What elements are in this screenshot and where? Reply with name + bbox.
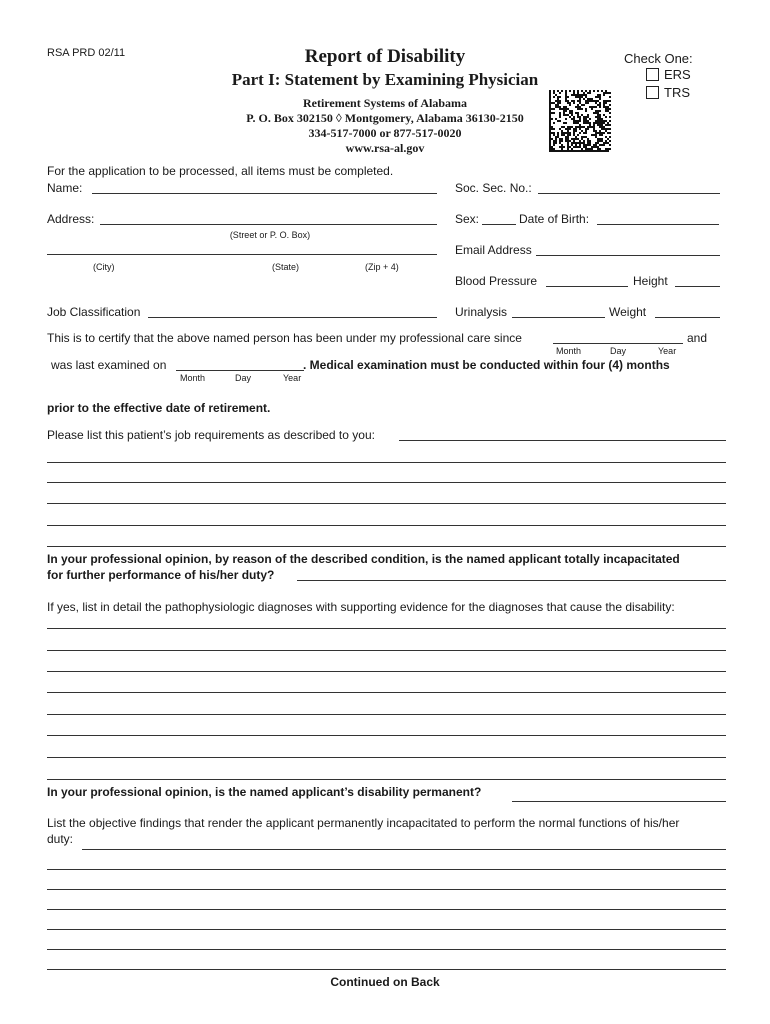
state-hint: (State) bbox=[272, 262, 300, 272]
diagnoses-line[interactable] bbox=[47, 779, 726, 780]
care-day-hint: Day bbox=[610, 346, 627, 356]
email-label: Email Address bbox=[455, 243, 532, 257]
sex-label: Sex: bbox=[455, 212, 480, 226]
ers-checkbox[interactable] bbox=[646, 68, 659, 81]
permanent-question: In your professional opinion, is the named applicant’s disability permanent? bbox=[47, 785, 482, 799]
sex-field[interactable] bbox=[482, 224, 516, 225]
org-name: Retirement Systems of Alabama bbox=[302, 96, 468, 110]
incapacitated-question: In your professional opinion, by reason of the described condition, is the named applicant totally incapacitated bbox=[47, 552, 680, 566]
urinalysis-field[interactable] bbox=[512, 317, 605, 318]
barcode-image bbox=[549, 90, 611, 152]
objective-findings-line[interactable] bbox=[47, 969, 726, 970]
weight-label: Weight bbox=[609, 305, 647, 319]
street-hint: (Street or P. O. Box) bbox=[229, 230, 311, 240]
org-address: P. O. Box 302150 ◊ Montgomery, Alabama 36130-2150 bbox=[246, 111, 524, 125]
zip-hint: (Zip + 4) bbox=[365, 262, 399, 272]
ers-label: ERS bbox=[664, 67, 691, 82]
continued-note: Continued on Back bbox=[330, 975, 440, 989]
diagnoses-line[interactable] bbox=[47, 628, 726, 629]
objective-findings-label: List the objective findings that render the applicant permanently incapacitated to perform the normal functions of his/her bbox=[47, 816, 680, 830]
bp-field[interactable] bbox=[546, 286, 628, 287]
job-requirements-line[interactable] bbox=[47, 462, 726, 463]
trs-checkbox[interactable] bbox=[646, 86, 659, 99]
incapacitated-question-2: for further performance of his/her duty? bbox=[47, 568, 275, 582]
job-requirements-field[interactable] bbox=[399, 440, 726, 441]
objective-findings-line[interactable] bbox=[47, 869, 726, 870]
care-month-hint: Month bbox=[556, 346, 582, 356]
ssn-field[interactable] bbox=[538, 193, 720, 194]
org-web: www.rsa-al.gov bbox=[345, 141, 425, 155]
weight-field[interactable] bbox=[655, 317, 720, 318]
address-label: Address: bbox=[47, 212, 95, 226]
certify-text: This is to certify that the above named person has been under my professional care since bbox=[47, 331, 522, 345]
dob-label: Date of Birth: bbox=[519, 212, 590, 226]
name-label: Name: bbox=[47, 181, 83, 195]
objective-findings-line[interactable] bbox=[47, 949, 726, 950]
barcode-icon bbox=[549, 90, 611, 152]
diagnoses-line[interactable] bbox=[47, 757, 726, 758]
trs-option[interactable] bbox=[646, 85, 690, 100]
prior-note: prior to the effective date of retirement. bbox=[47, 401, 271, 415]
exam-month-hint: Month bbox=[180, 373, 206, 383]
address-street-field[interactable] bbox=[100, 224, 437, 225]
instruction-text: For the application to be processed, all items must be completed. bbox=[47, 164, 394, 178]
dob-field[interactable] bbox=[597, 224, 719, 225]
city-hint: (City) bbox=[93, 262, 115, 272]
ers-option[interactable] bbox=[646, 67, 691, 82]
job-class-label: Job Classification bbox=[47, 305, 141, 319]
care-year-hint: Year bbox=[658, 346, 677, 356]
diagnoses-line[interactable] bbox=[47, 692, 726, 693]
duty-label: duty: bbox=[47, 832, 74, 846]
org-phone: 334-517-7000 or 877-517-0020 bbox=[308, 126, 462, 140]
last-examined-field[interactable] bbox=[176, 370, 304, 371]
diagnoses-line[interactable] bbox=[47, 650, 726, 651]
incapacitated-answer-field[interactable] bbox=[297, 580, 726, 581]
job-requirements-line[interactable] bbox=[47, 546, 726, 547]
trs-label: TRS bbox=[664, 85, 690, 100]
job-requirements-line[interactable] bbox=[47, 525, 726, 526]
urinalysis-label: Urinalysis bbox=[455, 305, 508, 319]
permanent-answer-field[interactable] bbox=[512, 801, 726, 802]
if-yes-label: If yes, list in detail the pathophysiologic diagnoses with supporting evidence for the diagnoses that cause the disability: bbox=[47, 600, 675, 614]
certify-and: and bbox=[687, 331, 708, 345]
job-requirements-label: Please list this patient’s job requirements as described to you: bbox=[47, 428, 375, 442]
objective-findings-line[interactable] bbox=[47, 909, 726, 910]
objective-findings-line[interactable] bbox=[82, 849, 726, 850]
exam-year-hint: Year bbox=[283, 373, 302, 383]
last-examined-label: was last examined on bbox=[51, 358, 167, 372]
height-field[interactable] bbox=[675, 286, 720, 287]
form-code: RSA PRD 02/11 bbox=[47, 47, 126, 59]
care-since-field[interactable] bbox=[553, 343, 683, 344]
exam-note: . Medical examination must be conducted within four (4) months bbox=[303, 358, 670, 372]
name-field[interactable] bbox=[92, 193, 437, 194]
form-title: Report of Disability bbox=[304, 46, 466, 67]
objective-findings-line[interactable] bbox=[47, 889, 726, 890]
form-subtitle: Part I: Statement by Examining Physician bbox=[231, 70, 539, 89]
diagnoses-line[interactable] bbox=[47, 714, 726, 715]
address-city-field[interactable] bbox=[47, 254, 437, 255]
email-field[interactable] bbox=[536, 255, 720, 256]
diagnoses-line[interactable] bbox=[47, 735, 726, 736]
objective-findings-line[interactable] bbox=[47, 929, 726, 930]
bp-label: Blood Pressure bbox=[455, 274, 538, 288]
job-requirements-line[interactable] bbox=[47, 482, 726, 483]
check-one-label: Check One: bbox=[624, 51, 693, 66]
exam-day-hint: Day bbox=[235, 373, 252, 383]
diagnoses-line[interactable] bbox=[47, 671, 726, 672]
job-requirements-line[interactable] bbox=[47, 503, 726, 504]
job-class-field[interactable] bbox=[148, 317, 437, 318]
height-label: Height bbox=[633, 274, 668, 288]
ssn-label: Soc. Sec. No.: bbox=[455, 181, 532, 195]
